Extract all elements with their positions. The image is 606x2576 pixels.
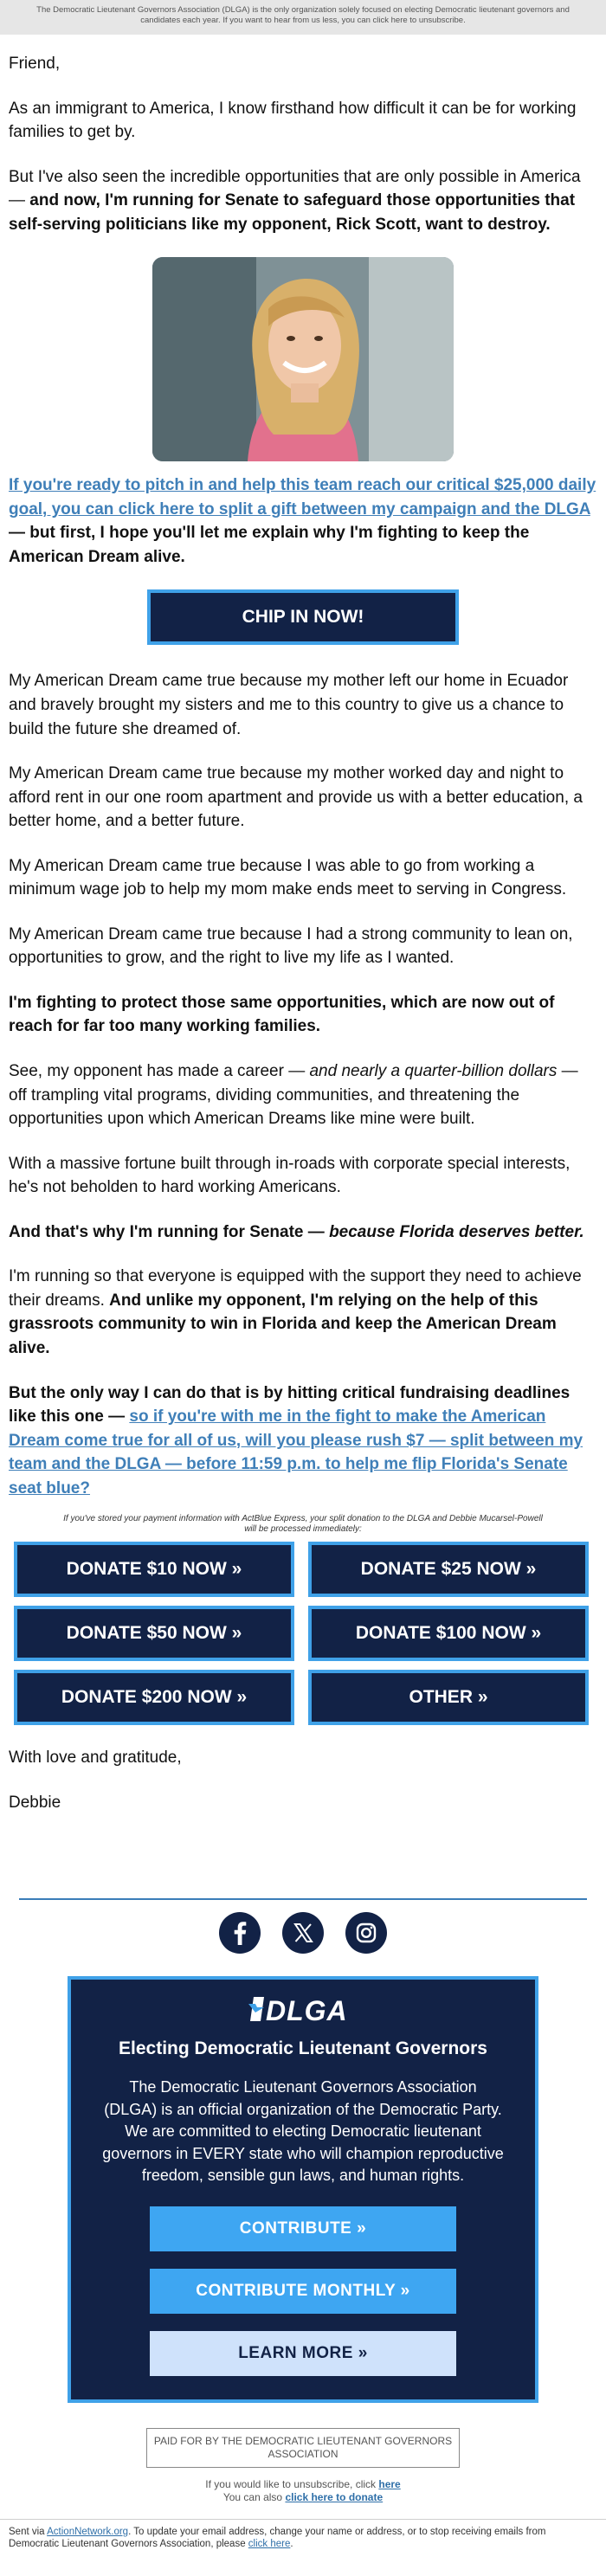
donate-10-button[interactable]: DONATE $10 NOW » xyxy=(14,1542,294,1597)
paid-for-disclaimer: PAID FOR BY THE DEMOCRATIC LIEUTENANT GOVERNORS ASSOCIATION xyxy=(146,2428,460,2468)
candidate-photo xyxy=(152,257,454,461)
closing: With love and gratitude, xyxy=(9,1748,182,1768)
dlga-logo-mark xyxy=(247,1992,359,2026)
instagram-icon[interactable] xyxy=(345,1912,387,1954)
preheader-text: The Democratic Lieutenant Governors Association (DLGA) is the only organization solely focused on electing Democratic lieutenant governors and candidates each year. If you want to hear from us less, you can click here to unsubscribe. xyxy=(0,0,606,35)
contribute-monthly-button[interactable]: CONTRIBUTE MONTHLY » xyxy=(150,2269,456,2314)
paragraph-1: As an immigrant to America, I know firsthand how difficult it can be for working families to get by. xyxy=(9,99,577,142)
paragraph-10: With a massive fortune built through in-roads with corporate special interests, he's not beholden to hard working Americans. xyxy=(9,1154,571,1197)
paragraph-8: I'm fighting to protect those same opportunities, which are now out of reach for far too many working families. xyxy=(9,993,555,1036)
unsubscribe-block xyxy=(0,2478,606,2504)
paragraph-9-start: See, my opponent has made a career — xyxy=(9,1062,310,1081)
paragraph-11 xyxy=(9,1220,597,1245)
paragraph-2-text: But I've also seen the incredible opportunities that are only possible in America — xyxy=(9,167,581,210)
learn-more-button[interactable]: LEARN MORE » xyxy=(150,2331,456,2376)
unsubscribe-text: If you would like to unsubscribe, click xyxy=(205,2478,379,2490)
sent-via-text: Sent via xyxy=(9,2527,48,2537)
sent-via-rest: . To update your email address, change your name or address, or to stop receiving emails from Democratic Lieutenant Governors Association, please xyxy=(9,2527,546,2549)
instagram-glyph xyxy=(345,1912,387,1954)
dlga-logo xyxy=(71,1992,535,2026)
paragraph-13 xyxy=(9,1381,597,1501)
paragraph-2-bold: and now, I'm running for Senate to safeguard those opportunities that self-serving politicians like my opponent, Rick Scott, want to destroy. xyxy=(9,191,576,234)
rush-seven-link[interactable]: so if you're with me in the fight to make the American Dream come true for all of us, will you please rush $7 — split between my team and the DLGA — before 11:59 p.m. to help me flip Florida's Senate seat blue? xyxy=(9,1407,583,1497)
paragraph-11-bold: And that's why I'm running for Senate — xyxy=(9,1222,330,1241)
chip-in-container xyxy=(9,589,597,645)
paragraph-9-end: — off trampling vital programs, dividing communities, and threatening the opportunities upon which American Dreams like mine were built. xyxy=(9,1062,578,1129)
x-icon[interactable] xyxy=(282,1912,324,1954)
paragraph-12 xyxy=(9,1265,597,1360)
paragraph-2 xyxy=(9,165,597,237)
actblue-express-note: If you've stored your payment information with ActBlue Express, your split donation to the DLGA and Debbie Mucarsel-Powell will be processed immediately: xyxy=(63,1514,543,1535)
preferences-link[interactable]: click here xyxy=(248,2539,291,2549)
sent-via-notice xyxy=(9,2526,597,2550)
paragraph-12-bold: And unlike my opponent, I'm relying on the help of this grassroots community to win in Florida and keep the American Dream alive. xyxy=(9,1291,557,1357)
paragraph-9-italic: and nearly a quarter-billion dollars xyxy=(309,1062,558,1081)
facebook-glyph xyxy=(219,1912,261,1954)
paragraph-6: My American Dream came true because I was able to go from working a minimum wage job to help my mom make ends meet to serving in Congress. xyxy=(9,856,567,899)
signature: Debbie xyxy=(9,1793,61,1812)
panel-title: Electing Democratic Lieutenant Governors xyxy=(119,2038,487,2058)
x-glyph xyxy=(282,1912,324,1954)
paragraph-3 xyxy=(9,473,597,569)
unsubscribe-link[interactable]: here xyxy=(378,2478,401,2490)
paragraph-5: My American Dream came true because my mother worked day and night to afford rent in our one room apartment and provide us with a better education, a better home, and a better future. xyxy=(9,764,583,831)
donate-200-button[interactable]: DONATE $200 NOW » xyxy=(14,1670,294,1725)
donate-other-button[interactable]: OTHER » xyxy=(308,1670,589,1725)
dlga-panel xyxy=(68,1976,538,2403)
paragraph-12-text: I'm running so that everyone is equipped with the support they need to achieve their dreams. xyxy=(9,1267,582,1310)
paragraph-4: My American Dream came true because my mother left our home in Ecuador and bravely brought my sisters and me to this country to give us a chance to build the future she dreamed of. xyxy=(9,672,569,738)
donate-text: You can also xyxy=(222,2491,286,2503)
paragraph-13-bold: But the only way I can do that is by hitting critical fundraising deadlines like this one — xyxy=(9,1383,571,1426)
actionnetwork-link[interactable]: ActionNetwork.org xyxy=(47,2527,129,2537)
sent-via-end: . xyxy=(290,2539,293,2549)
donate-100-button[interactable]: DONATE $100 NOW » xyxy=(308,1606,589,1661)
paragraph-11-italic: because Florida deserves better. xyxy=(329,1222,584,1241)
candidate-portrait-illustration xyxy=(152,257,454,461)
donate-25-button[interactable]: DONATE $25 NOW » xyxy=(308,1542,589,1597)
dlga-logo-text: DLGA xyxy=(266,1995,348,2026)
panel-description: The Democratic Lieutenant Governors Association (DLGA) is an official organization of the Democratic Party. We are committed to electing Democratic lieutenant governors in EVERY state who will champion reproductive freedom, sensible gun laws, and human rights. xyxy=(102,2078,504,2185)
greeting: Friend, xyxy=(9,55,61,73)
contribute-button[interactable]: CONTRIBUTE » xyxy=(150,2206,456,2251)
facebook-icon[interactable] xyxy=(219,1912,261,1954)
bottom-divider xyxy=(0,2519,606,2520)
donate-button-grid xyxy=(14,1542,592,1725)
email-body xyxy=(9,52,597,1835)
paragraph-9 xyxy=(9,1059,597,1131)
footer-divider xyxy=(19,1898,587,1900)
footer-donate-link[interactable]: click here to donate xyxy=(285,2491,384,2503)
goal-donate-link[interactable]: If you're ready to pitch in and help this team reach our critical $25,000 daily goal, you can click here to split a gift between my campaign and the DLGA xyxy=(9,476,596,518)
paragraph-7: My American Dream came true because I had a strong community to lean on, opportunities to grow, and the right to live my life as I wanted. xyxy=(9,924,573,968)
paragraph-3-bold: — but first, I hope you'll let me explain why I'm fighting to keep the American Dream alive. xyxy=(9,524,530,566)
donate-50-button[interactable]: DONATE $50 NOW » xyxy=(14,1606,294,1661)
chip-in-button[interactable]: CHIP IN NOW! xyxy=(147,589,459,645)
